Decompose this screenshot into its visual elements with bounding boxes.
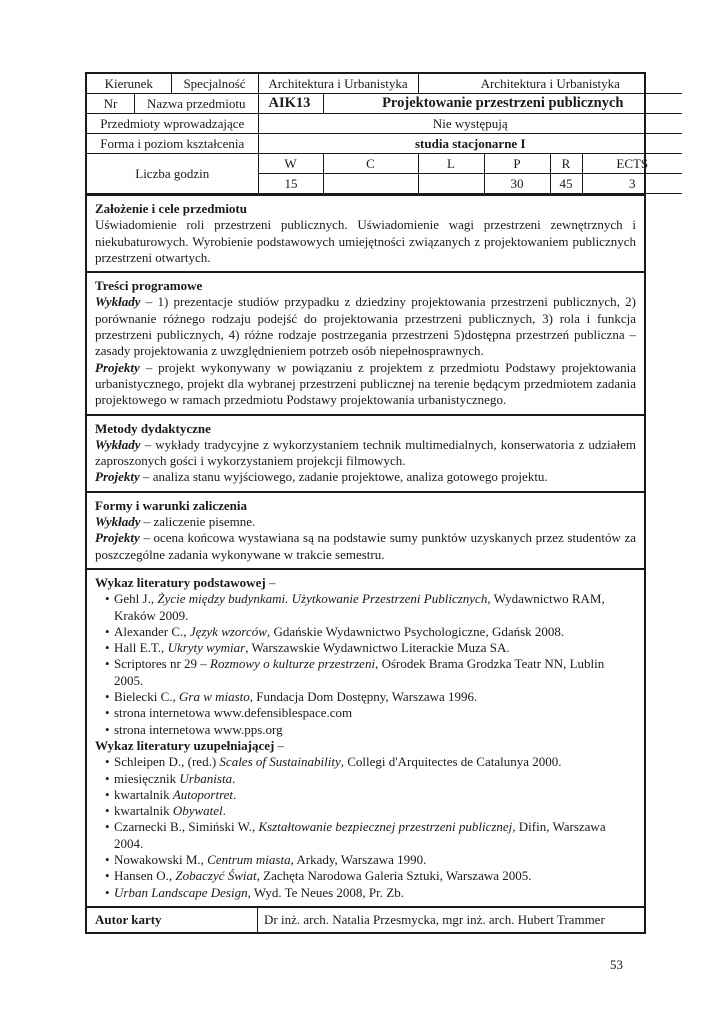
tresci-projekty-label: Projekty [95,359,140,375]
reference-post: , Gdańskie Wydawnictwo Psychologiczne, Gdańsk 2008. [266,623,565,639]
col-w: W [258,154,323,174]
tresci-projekty-text: – projekt wykonywany w powiązaniu z projektem z przedmiotu Podstawy projektowania urbanistycznego, projekt dla wybranej przestrzeni publicznej na terenie będącym przedmiotem zadania projektowego w ramach przedmiotu Podstawy projektowania urbanistycznego. [95,359,636,408]
reference-post: , Fundacja Dom Dostępny, Warszawa 1996. [249,689,478,705]
metody-wyklady-label: Wykłady [95,436,141,452]
metody-projekty-text: – analiza stanu wyjściowego, zadanie projektowe, analiza gotowego projektu. [139,469,548,485]
tresci-heading: Treści programowe [95,278,203,294]
reference-post: , Wyd. Te Neues 2008, Pr. Zb. [247,884,404,900]
nr-label: Nr [87,94,135,113]
reference-it: Urbanista [179,770,233,786]
metody-projekty-label: Projekty [95,469,140,485]
formy-heading: Formy i warunki zaliczenia [95,497,248,513]
reference-pre: strona internetowa www.defensiblespace.com [114,705,353,721]
reference-pre: strona internetowa www.pps.org [114,721,283,737]
list-item [105,819,636,852]
reference-pre: miesięcznik [114,770,180,786]
page-number: 53 [610,957,623,972]
section-tresci [87,271,644,413]
val-w: 15 [258,174,323,194]
reference-it: Urban Landscape Design [114,884,248,900]
literatura-uzupelniajaca-list [95,754,636,901]
tresci-wyklady-label: Wykłady [95,294,141,310]
nazwa-value: Projektowanie przestrzeni publicznych [323,94,682,114]
reference-it: Centrum miasta [207,851,291,867]
list-item [105,640,636,656]
literatura-uzupelniajaca-heading: Wykaz literatury uzupełniającej [95,737,275,753]
val-p: 30 [484,174,550,194]
reference-it: Zobaczyć Świat, [175,868,260,884]
literatura-uzupelniajaca-dash: – [274,737,285,753]
list-item [105,754,636,770]
tresci-wyklady [95,294,636,359]
list-item [105,722,636,738]
reference-pre: Hall E.T., [114,640,168,656]
reference-it: Język wzorców [189,623,267,639]
list-item [105,787,636,803]
metody-heading: Metody dydaktyczne [95,420,211,436]
reference-post: , Wydawnictwo RAM, Kraków 2009. [114,591,605,623]
col-l: L [418,154,484,174]
reference-post: . [233,786,237,802]
formy-projekty [95,530,636,563]
reference-pre: Czarnecki B., Simiński W., [114,819,259,835]
reference-post: Zachęta Narodowa Galeria Sztuki, Warszawa 2005. [259,868,532,884]
forma-label: Forma i poziom kształcenia [87,134,258,154]
literatura-podstawowa-list [95,591,636,738]
col-ects: ECTS [582,154,682,174]
reference-pre: kwartalnik [114,786,173,802]
reference-it: Autoportret [172,786,234,802]
metody-wyklady-text: – wykłady tradycyjne z wykorzystaniem technik multimedialnych, konserwatoria z udziałem zaproszonych gości i wykorzystaniem projekcji filmowych. [95,436,636,469]
zalozenie-heading: Założenie i cele przedmiotu [95,201,247,216]
reference-post: , Collegi d'Arquitectes de Catalunya 2000. [340,754,562,770]
list-item [105,868,636,884]
reference-pre: Scriptores nr 29 – [114,656,211,672]
list-item [105,771,636,787]
col-r: R [550,154,582,174]
formy-wyklady [95,514,636,530]
kierunek-label: Kierunek [87,74,171,94]
reference-post: , Arkady, Warszawa 1990. [290,851,427,867]
section-formy [87,491,644,568]
reference-it: Kształtowanie bezpiecznej przestrzeni publicznej [258,819,513,835]
literatura-uzupelniajaca-heading-line [95,738,636,754]
specjalnosc-label: Specjalność [171,74,258,94]
godzin-label: Liczba godzin [87,154,258,194]
reference-pre: Gehl J., [114,591,158,607]
autor-value: Dr inż. arch. Natalia Przesmycka, mgr inż. arch. Hubert Trammer [264,911,605,927]
list-item [105,624,636,640]
list-item [105,885,636,901]
reference-pre: Bielecki C., [114,689,179,705]
col-p: P [484,154,550,174]
val-l [418,174,484,194]
reference-post: , Difin, Warszawa 2004. [114,819,606,851]
val-ects: 3 [582,174,682,194]
forma-value: studia stacjonarne I [258,134,682,154]
section-metody [87,414,644,491]
reference-it: Obywatel [172,803,223,819]
reference-it: Rozmowy o kulturze przestrzeni [210,656,376,672]
specjalnosc-value: Architektura i Urbanistyka [418,74,682,94]
formy-wyklady-label: Wykłady [95,514,141,530]
list-item [105,803,636,819]
formy-projekty-label: Projekty [95,530,140,546]
metody-projekty [95,469,636,485]
zalozenie-text: Uświadomienie roli przestrzeni publicznych. Uświadomienie wagi przestrzeni zewnętrznych i niekubaturowych. Wyrobienie podstawowych umiejętności związanych z projektowaniem publicznych przestrzeni otwartych. [95,217,636,265]
reference-pre: Schleipen D., (red.) [114,754,220,770]
kierunek-value: Architektura i Urbanistyka [258,74,418,94]
reference-post: , Warszawskie Wydawnictwo Literackie Muza SA. [245,640,510,656]
list-item [105,656,636,689]
reference-it: Gra w miasto [179,689,250,705]
val-c [323,174,418,194]
reference-post: , Ośrodek Brama Grodzka Teatr NN, Lublin 2005. [114,656,605,688]
list-item [105,591,636,624]
literatura-podstawowa-heading-line [95,575,636,591]
col-c: C [323,154,418,174]
formy-projekty-text: – ocena końcowa wystawiana są na podstawie sumy punktów uzyskanych przez studentów za poszczególne zadania wykonywane w trakcie semestru. [95,530,636,562]
wprowadzajace-value: Nie występują [258,114,682,134]
formy-wyklady-text: – zaliczenie pisemne. [140,514,256,530]
autor-label: Autor karty [87,908,258,932]
wprowadzajace-label: Przedmioty wprowadzające [87,114,258,134]
literatura-podstawowa-dash: – [265,574,276,590]
course-card [85,72,649,934]
reference-pre: Alexander C., [114,623,190,639]
section-literatura [87,568,644,906]
reference-post: . [222,803,226,819]
list-item [105,689,636,705]
reference-pre: Hansen O., [114,868,176,884]
literatura-podstawowa-heading: Wykaz literatury podstawowej [95,574,266,590]
reference-it: Ukryty wymiar [167,640,246,656]
tresci-wyklady-text: – 1) prezentacje studiów przypadku z dziedziny projektowania przestrzeni publicznych, 2) porównanie różnego rodzaju podejść do projektowania przestrzeni publicznych, 3) rola i funkcja przestrzeni publicznych, 4) różne rodzaje postrzegania przestrzeni 5)dostępna przestrzeń publiczna – zasady projektowania z uwzględnieniem potrzeb osób niepełnosprawnych. [95,294,636,359]
list-item [105,705,636,721]
nazwa-label: Nazwa przedmiotu [146,95,246,111]
section-zalozenie [87,194,644,271]
metody-wyklady [95,437,636,470]
course-header-table [87,74,682,194]
reference-post: . [232,770,236,786]
autor-row [87,906,644,932]
tresci-projekty [95,360,636,409]
list-item [105,852,636,868]
reference-pre: Nowakowski M., [114,851,208,867]
reference-pre: kwartalnik [114,803,173,819]
reference-it: Scales of Sustainability [219,754,341,770]
reference-it: Życie między budynkami. Użytkowanie Przestrzeni Publicznych [157,591,488,607]
nr-nazwa-labels [87,94,258,114]
val-r: 45 [550,174,582,194]
nr-value: AIK13 [258,94,323,114]
